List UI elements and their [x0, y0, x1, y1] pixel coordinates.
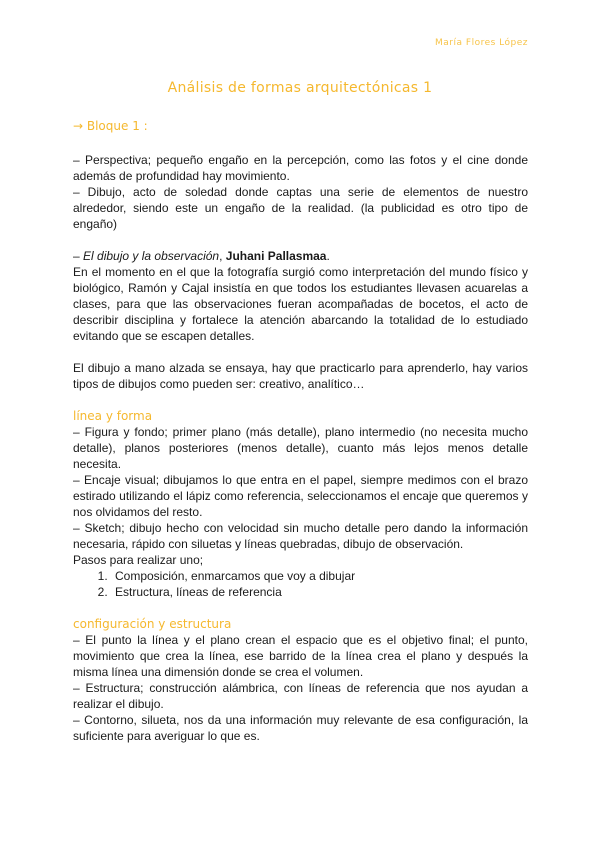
steps-list: [73, 568, 528, 600]
paragraph-figura-fondo: – Figura y fondo; primer plano (más detalle), plano intermedio (no necesita mucho detalle), planos posteriores (menos detalle), cuanto más lejos menos detalle necesita.: [73, 425, 528, 471]
paragraph-fotografia: En el momento en el que la fotografía surgió como interpretación del mundo físico y biológico, Ramón y Cajal insistía en que todos los estudiantes llevasen acuarelas a clases, para que las observaciones fueran acompañadas de bocetos, el acto de describir disciplina y fortalece la atención abarcando la totalidad de lo estudiado evitando que se escapen detalles.: [73, 265, 528, 343]
reference-author: Juhani Pallasmaa: [225, 249, 327, 263]
section-heading-linea: línea y forma: [73, 409, 153, 423]
paragraph-estructura: – Estructura; construcción alámbrica, con líneas de referencia que nos ayudan a realizar el dibujo.: [73, 681, 528, 711]
paragraph-encaje-visual: – Encaje visual; dibujamos lo que entra en el papel, siempre medimos con el brazo estirado utilizando el lápiz como referencia, seleccionamos el encaje que queremos y nos olvidamos del resto.: [73, 473, 528, 519]
section-heading-configuracion: configuración y estructura: [73, 617, 232, 631]
reference-line: [73, 248, 528, 264]
paragraph-pasos: Pasos para realizar uno;: [73, 553, 204, 567]
paragraph-mano-alzada: El dibujo a mano alzada se ensaya, hay que practicarlo para aprenderlo, hay varios tipos de dibujos como pueden ser: creativo, analítico…: [73, 361, 528, 391]
reference-prefix: –: [73, 249, 84, 263]
paragraph-punto-linea-plano: – El punto la línea y el plano crean el espacio que es el objetivo final; el punto, movimiento que crea la línea, ese barrido de la línea crea el plano y después la misma línea una dimensión donde se crea el volumen.: [73, 633, 528, 679]
author-name: María Flores López: [435, 38, 528, 48]
paragraph-sketch: – Sketch; dibujo hecho con velocidad sin mucho detalle pero dando la información necesaria, rápido con siluetas y líneas quebradas, dibujo de observación.: [73, 521, 528, 551]
reference-end: .: [326, 249, 330, 263]
reference-title: El dibujo y la observación: [83, 249, 220, 263]
document-title: Análisis de formas arquitectónicas 1: [167, 80, 433, 96]
paragraph-dibujo: – Dibujo, acto de soledad donde captas una serie de elementos de nuestro alrededor, siendo este un engaño de la realidad. (la publicidad es otro tipo de engaño): [73, 185, 528, 231]
paragraph-perspectiva: – Perspectiva; pequeño engaño en la percepción, como las fotos y el cine donde además de profundidad hay movimiento.: [73, 153, 528, 183]
document-body: [73, 118, 528, 744]
list-item: 2. Estructura, líneas de referencia: [111, 584, 528, 600]
list-item: 1. Composición, enmarcamos que voy a dibujar: [111, 568, 528, 584]
section-heading-bloque: → Bloque 1 :: [73, 119, 148, 133]
paragraph-contorno: – Contorno, silueta, nos da una información muy relevante de esa configuración, la suficiente para averiguar lo que es.: [73, 713, 528, 743]
reference-separator: ,: [219, 249, 226, 263]
